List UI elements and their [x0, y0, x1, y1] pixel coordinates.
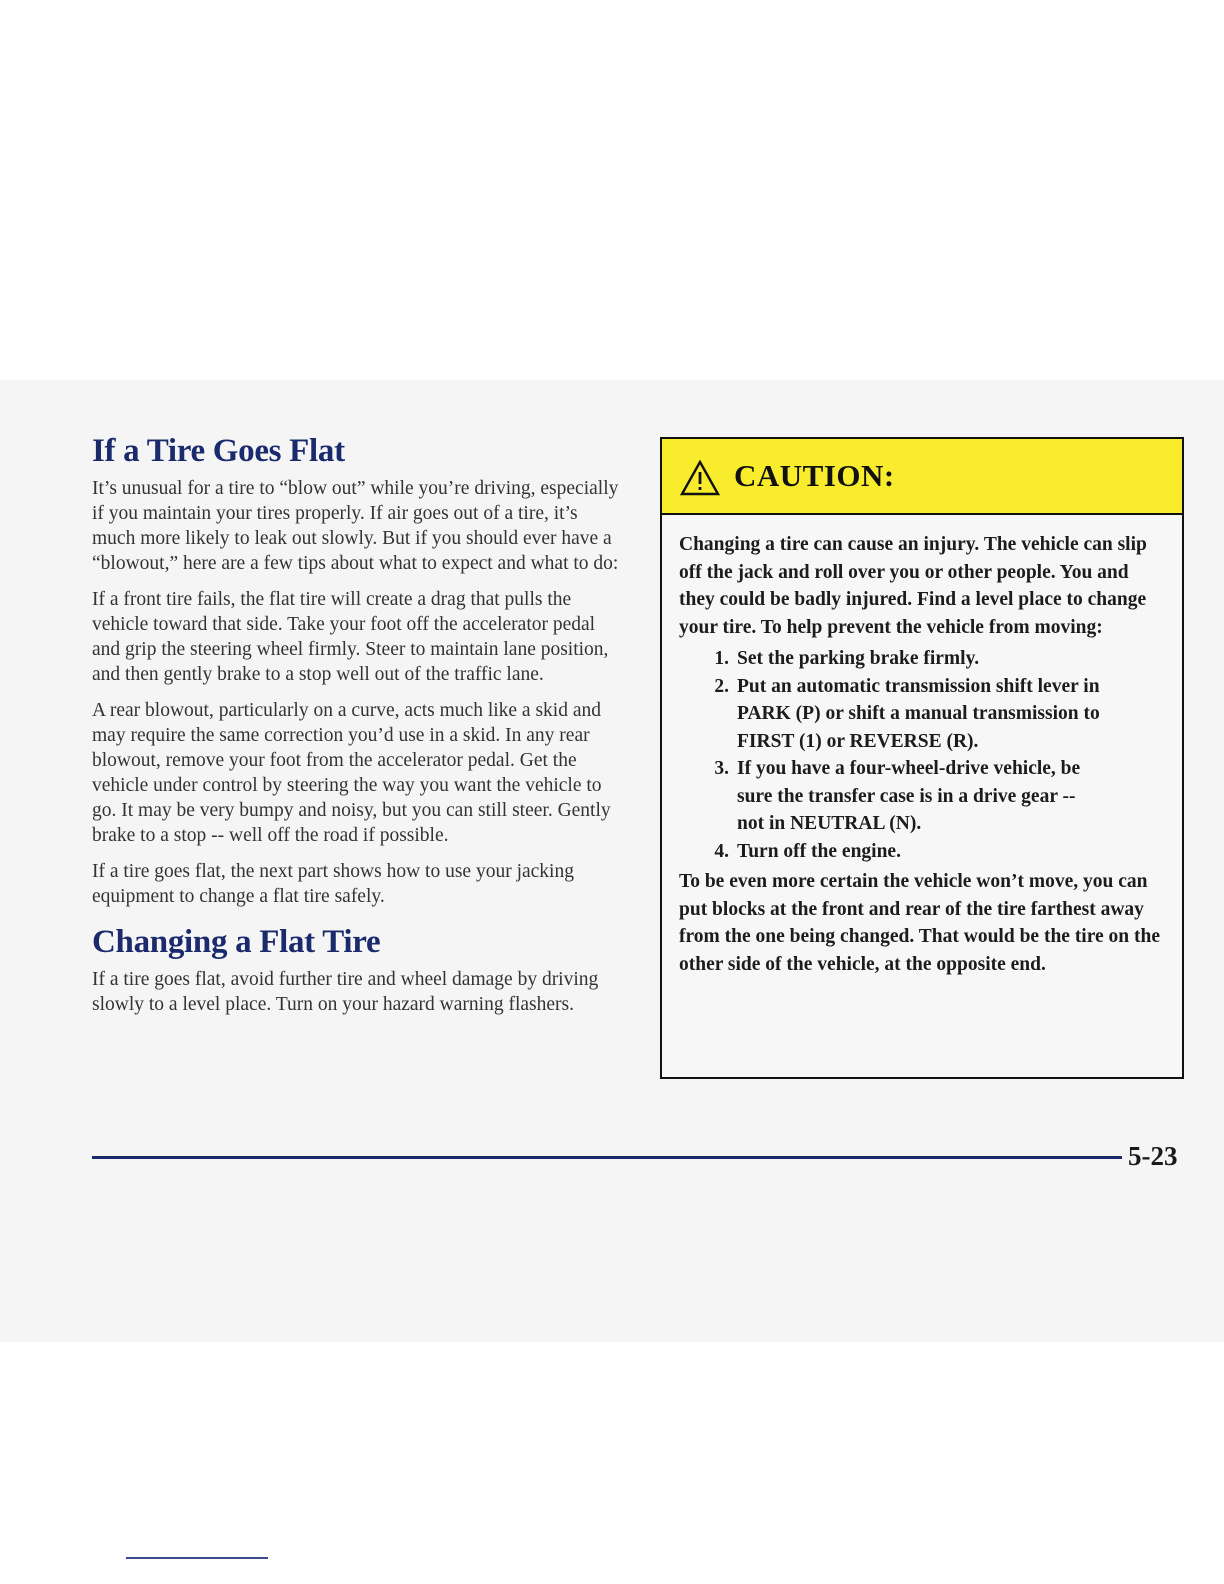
caution-intro: Changing a tire can cause an injury. The vehicle can slip off the jack and roll over you or other people. You and they could be badly injured. Find a level place to change your tire. To help prevent the vehicle from moving:	[679, 534, 1147, 638]
step-text: Turn off the engine.	[737, 840, 901, 862]
body-paragraph: If a tire goes flat, the next part shows how to use your jacking equipment to change a flat tire safely.	[92, 861, 574, 907]
body-paragraph: A rear blowout, particularly on a curve, acts much like a skid and may require the same correction you’d use in a skid. In any rear blowout, remove your foot from the accelerator pedal. Get the vehicle under control by steering the way you want the vehicle to go. It may be very bumpy and noisy, but you can still steer. Gently brake to a stop -- well off the road if possible.	[92, 700, 611, 846]
step-number: 3.	[714, 758, 729, 779]
caution-body	[662, 515, 1182, 978]
step-text: Set the parking brake firmly.	[737, 648, 980, 669]
section-heading-changing-flat-tire: Changing a Flat Tire	[92, 924, 381, 960]
caution-header	[662, 439, 1182, 515]
caution-box	[660, 437, 1184, 1079]
step-text: If you have a four-wheel-drive vehicle, be sure the transfer case is in a drive gear -- not in NEUTRAL (N).	[737, 758, 1081, 834]
list-item	[679, 755, 1166, 838]
page-number: 5-23	[1128, 1141, 1178, 1171]
body-paragraph: If a front tire fails, the flat tire will create a drag that pulls the vehicle toward that side. Take your foot off the accelerator pedal and grip the steering wheel firmly. Steer to maintain lane position, and then gently brake to a stop well out of the traffic lane.	[92, 589, 609, 685]
body-paragraph: It’s unusual for a tire to “blow out” while you’re driving, especially if you maintain your tires properly. If air goes out of a tire, it’s much more likely to leak out slowly. But if you should ever have a “blowout,” here are a few tips about what to expect and what to do:	[92, 478, 619, 574]
divider	[126, 1557, 268, 1559]
caution-title: CAUTION:	[734, 458, 895, 493]
list-item	[679, 645, 1166, 673]
left-column	[92, 432, 622, 1028]
body-paragraph: If a tire goes flat, avoid further tire and wheel damage by driving slowly to a level place. Turn on your hazard warning flashers.	[92, 969, 599, 1015]
step-number: 1.	[714, 648, 729, 669]
warning-triangle-icon	[680, 460, 720, 496]
step-number: 4.	[714, 840, 729, 862]
caution-outro: To be even more certain the vehicle won’t move, you can put blocks at the front and rear of the tire farthest away from the one being changed. That would be the tire on the other side of the vehicle, at the opposite end.	[679, 871, 1161, 975]
caution-steps-list	[679, 645, 1166, 865]
step-text: Put an automatic transmission shift lever in PARK (P) or shift a manual transmission to FIRST (1) or REVERSE (R).	[737, 675, 1100, 752]
list-item	[679, 838, 1166, 866]
step-number: 2.	[714, 675, 729, 697]
section-heading-tire-goes-flat: If a Tire Goes Flat	[92, 433, 345, 469]
footer-rule	[92, 1156, 1122, 1159]
list-item	[679, 673, 1166, 756]
